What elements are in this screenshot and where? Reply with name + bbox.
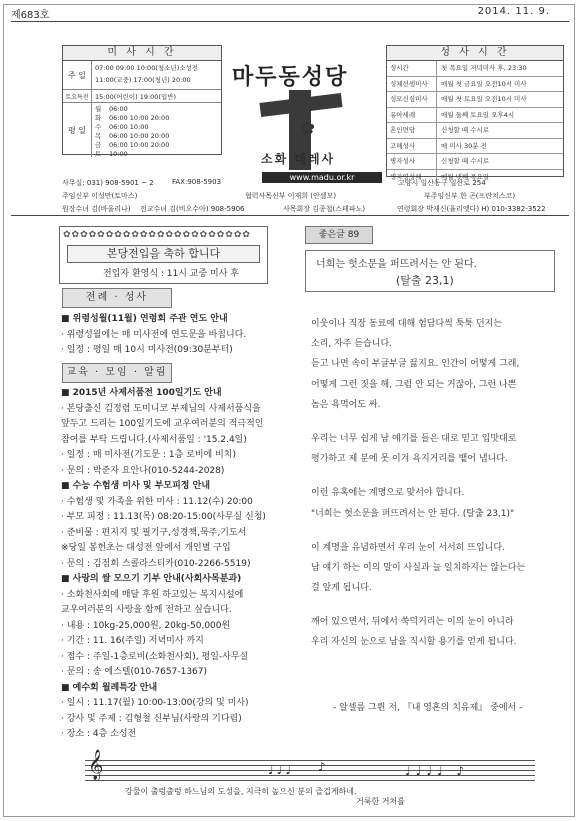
issue-number: 제683호 <box>11 10 50 21</box>
essay-line <box>301 469 561 483</box>
notice-line: ※당일 봉헌초는 대성전 앞에서 개인별 구입 <box>61 543 231 553</box>
sunday-label: 주 일 <box>63 61 92 89</box>
essay-line: "너희는 헛소문을 퍼뜨려서는 안 된다. (탈출 23,1)" <box>311 508 515 519</box>
essay-line: 깨어 있으면서, 뒤에서 쑥덕거리는 이의 눈이 아니라 <box>311 617 514 628</box>
sacrament-label: 고해성사 <box>387 139 437 154</box>
weekday-sat: 토 10:00 <box>95 150 128 158</box>
essay-body <box>301 314 561 653</box>
weekday-fri: 금 06:00 10:00 20:00 <box>95 141 170 149</box>
notice-line: · 문의 : 송 에스텔(010-7657-1367) <box>61 667 208 677</box>
essay-line: 소리, 자주 듣습니다. <box>311 339 392 350</box>
notice-line: · 위령성월에는 매 미사전에 연도문을 바칩니다. <box>61 329 247 340</box>
sacrament-value: 신청할 때 수시로 <box>441 157 490 165</box>
music-notes-2: ♪ <box>318 760 326 774</box>
liturgy-section-header: 전례 · 성사 <box>62 288 172 308</box>
bulletin-date: 2014. 11. 9. <box>477 6 550 17</box>
sacrament-row <box>387 154 563 170</box>
website-link[interactable]: www.madu.or.kr <box>262 172 382 183</box>
notice-line: 참여를 부탁 드립니다.(사제서품일 : '15.2.4일) <box>61 434 247 445</box>
sacrament-value: 매월 첫 금요일 오전10시 미사 <box>441 79 527 88</box>
weekday-tue: 화 06:00 10:00 20:00 <box>95 114 170 122</box>
weekday-wed: 수 06:00 10:00 <box>95 123 149 131</box>
mass-times-box <box>62 45 222 158</box>
funeral-society-president: 연령회장 박재신(율리엣다) H) 010-3382-3522 <box>397 205 546 213</box>
welcome-title: 본당전입을 축하 합니다 <box>67 245 260 263</box>
liturgy-list <box>61 312 291 359</box>
sacrament-label: 유아세례 <box>387 108 437 123</box>
essay-line: 남 얘기 하는 이의 말이 사실과 늘 일치하지는 않는다는 <box>311 562 526 573</box>
notice-line: · 접수 : 주일-1층로비(소화천사회), 평일-사무실 <box>61 651 249 662</box>
essay-line: 평가하고 제 분에 못 이겨 욕지거리를 뱉어 냅니다. <box>311 454 508 465</box>
sacrament-row <box>387 108 563 124</box>
notice-line: · 일시 : 11.17(월) 10:00-13:00(강의 및 미사) <box>61 698 249 708</box>
sunday-times-2: 11:00(교중) 17:00(청년) 20:00 <box>95 76 191 84</box>
weekday-rows <box>63 103 221 157</box>
sacrament-value: 매월 둘째 토요일 오후4시 <box>441 110 515 119</box>
essay-line: 듣고 나면 속이 부글부글 끓지요. 인간이 어떻게 그래, <box>311 359 520 370</box>
sunday-row <box>63 61 221 90</box>
top-rule <box>11 21 569 22</box>
notice-line: · 장소 : 4층 소성전 <box>61 729 137 739</box>
sacrament-label: 성모신심미사 <box>387 92 437 107</box>
council-president: 사목회장 김종철(스테파노) <box>283 205 366 213</box>
sacrament-label: 병자영성체 <box>387 170 437 185</box>
hymn-lyric-1: 강물이 출렁출렁 하느님의 도성을, 지극히 높으신 분의 즐겁게하네. <box>125 787 357 796</box>
sacrament-value: 신청할 때 수시로 <box>441 126 490 134</box>
essay-line: 어떻게 그런 짓을 해, 그럼 안 되는 거잖아, 그런 나쁜 <box>311 379 517 390</box>
essay-line <box>301 598 561 612</box>
office-fax: FAX:908-5903 <box>172 178 222 186</box>
notice-line: · 본당출신 김정렴 도미니코 부제님의 사제서품식을 <box>61 403 261 414</box>
scripture-reference: (탈출 23,1) <box>396 274 454 287</box>
hymn-lyric-2: 거룩한 거처를 <box>356 797 405 806</box>
sacrament-row <box>387 92 563 108</box>
mass-times-title: 미 사 시 간 <box>63 46 221 61</box>
sacrament-value: 매월 첫 토요일 오전10시 미사 <box>441 95 527 103</box>
rose-icon: ✿ <box>300 118 316 139</box>
sacrament-label: 성시간 <box>387 61 437 76</box>
sacrament-row <box>387 77 563 93</box>
notice-line: · 내용 : 10kg-25,000원, 20kg-50,000원 <box>61 620 231 631</box>
assistant-priest: 협력사목신부 이재희 (안셀모) <box>245 192 337 200</box>
essay-line: 놈은 욕먹어도 싸. <box>311 399 381 410</box>
education-section-header: 교육 · 모임 · 알림 <box>62 363 172 383</box>
sunday-times-1: 07:00 09:00 10:00(청소년)소성전 <box>95 64 199 72</box>
essay-line: 걸 알게 됩니다. <box>311 583 372 594</box>
notice-line: · 소화천사회에 매달 후원 하고있는 복지시설에 <box>61 589 244 600</box>
treble-clef-icon: 𝄞 <box>88 750 104 780</box>
parish-address: 고양시 일산동구 일산로 254 <box>398 179 486 187</box>
good-words-tag: 좋은글 89 <box>305 226 373 244</box>
notice-line: · 강사 및 주제 : 김형철 신부님(사랑의 기다림) <box>61 713 242 724</box>
sacraments-title: 성 사 시 간 <box>387 46 563 61</box>
notice-line: · 문의 : 김점희 스콜라스티카(010-2266-5519) <box>61 558 251 569</box>
notice-line: · 부모 피정 : 11.13(목) 08:20-15:00(사무실 신청) <box>61 512 266 522</box>
notice-line: · 일정 : 매 미사전(기도문 : 1층 로비에 비치) <box>61 450 236 460</box>
sacrament-label: 성체선생미사 <box>387 77 437 92</box>
sacrament-row <box>387 123 563 139</box>
header-divider <box>11 215 569 216</box>
sacrament-row <box>387 139 563 155</box>
essay-line: 우리는 너무 쉽게 남 얘기를 들은 대로 믿고 입맛대로 <box>311 433 517 444</box>
parish-title: 마두동성당 <box>232 65 349 90</box>
patron-saint: 소화 데레사 <box>261 152 336 166</box>
sacrament-label: 병자성사 <box>387 154 437 169</box>
essay-line: 이 계명을 유념하면서 우리 눈이 서서히 뜨입니다. <box>311 542 505 553</box>
sacraments-box <box>386 45 564 181</box>
essay-line <box>301 524 561 538</box>
welcome-sub: 전입자 환영식 : 11시 교중 미사 후 <box>103 269 239 279</box>
essay-line <box>301 415 561 429</box>
essay-line: 이런 유혹에는 계명으로 맞서야 합니다. <box>311 488 465 499</box>
sacrament-value: 매월 넷째 목요일 <box>441 172 490 181</box>
weekday-thu: 목 06:00 10:00 20:00 <box>95 132 170 140</box>
essay-line: 우리 자신의 눈으로 남을 직시할 용기를 얻게 됩니다. <box>311 637 517 648</box>
notice-line: ■ 사랑의 쌀 모으기 기부 안내(사회사목분과) <box>61 574 242 584</box>
mission-sister: 전교수녀 김(비오수아) 908-5906 <box>140 205 245 213</box>
weekday-mon: 월 06:00 <box>95 105 128 113</box>
notice-line: 앞두고 드리는 100일기도에 교우여러분의 적극적인 <box>61 419 264 429</box>
essay-source: - 알셀름 그륀 저, 『내 영혼의 치유제』 중에서 - <box>333 703 523 713</box>
saturday-row <box>63 90 221 103</box>
vice-pastor: 부주임신부 한 곤(프란치스코) <box>424 192 516 200</box>
flower-pattern: ✿✿✿✿✿✿✿✿✿✿✿✿✿✿✿✿✿✿✿✿✿✿ <box>63 230 251 240</box>
sister-superior: 원장수녀 김(바울리나) <box>62 205 131 213</box>
scripture-quote-box <box>305 250 555 292</box>
notice-line: · 준비물 : 편지지 및 필기구,성경책,묵주,기도서 <box>61 527 247 538</box>
saturday-times: 15:00(어린이) 19:00(일반) <box>95 93 177 101</box>
education-list <box>61 386 296 743</box>
sacrament-value: 매 미사 30분 전 <box>441 141 487 150</box>
saturday-label: 토요특전 <box>63 90 92 102</box>
notice-line: ■ 위령성월(11월) 연령회 주관 연도 안내 <box>61 314 228 324</box>
scripture-quote: 너희는 헛소문을 퍼뜨려서는 안 된다. <box>316 259 477 270</box>
notice-line: 교우여러분의 사랑을 함께 전하고 싶습니다. <box>61 605 232 615</box>
notice-line: ■ 예수회 월례특강 안내 <box>61 682 158 693</box>
music-notes-1: ♩♩♩ <box>268 763 294 777</box>
office-phone: 사무실: 031) 908-5901 ~ 2 <box>62 179 154 187</box>
sacrament-value: 첫 목요일 저녁미사 후, 23:30 <box>441 64 527 72</box>
sacrament-label: 혼인면담 <box>387 123 437 138</box>
notice-line: ■ 수능 수험생 미사 및 부모피정 안내 <box>61 481 211 491</box>
weekday-label: 평 일 <box>63 103 92 157</box>
notice-line: · 기간 : 11. 16(주일) 저녁미사 까지 <box>61 636 204 646</box>
notice-line: · 문의 : 박준자 요안나(010-5244-2028) <box>61 465 225 476</box>
notice-line: · 일정 : 평일 매 10시 미사전(09:30분부터) <box>61 345 233 355</box>
essay-line: 이웃이나 직장 동료에 대해 험담다씩 툭툭 던지는 <box>311 319 503 329</box>
sacrament-row <box>387 61 563 77</box>
notice-line: ■ 2015년 사제서품전 100일기도 안내 <box>61 388 222 398</box>
pastor-name: 주임신부 이성만(토마스) <box>62 192 138 200</box>
notice-line: · 수험생 및 가족을 위한 미사 : 11.12(수) 20:00 <box>61 496 253 507</box>
music-notes-3: ♩♩♩♩ ♪ <box>405 764 470 778</box>
